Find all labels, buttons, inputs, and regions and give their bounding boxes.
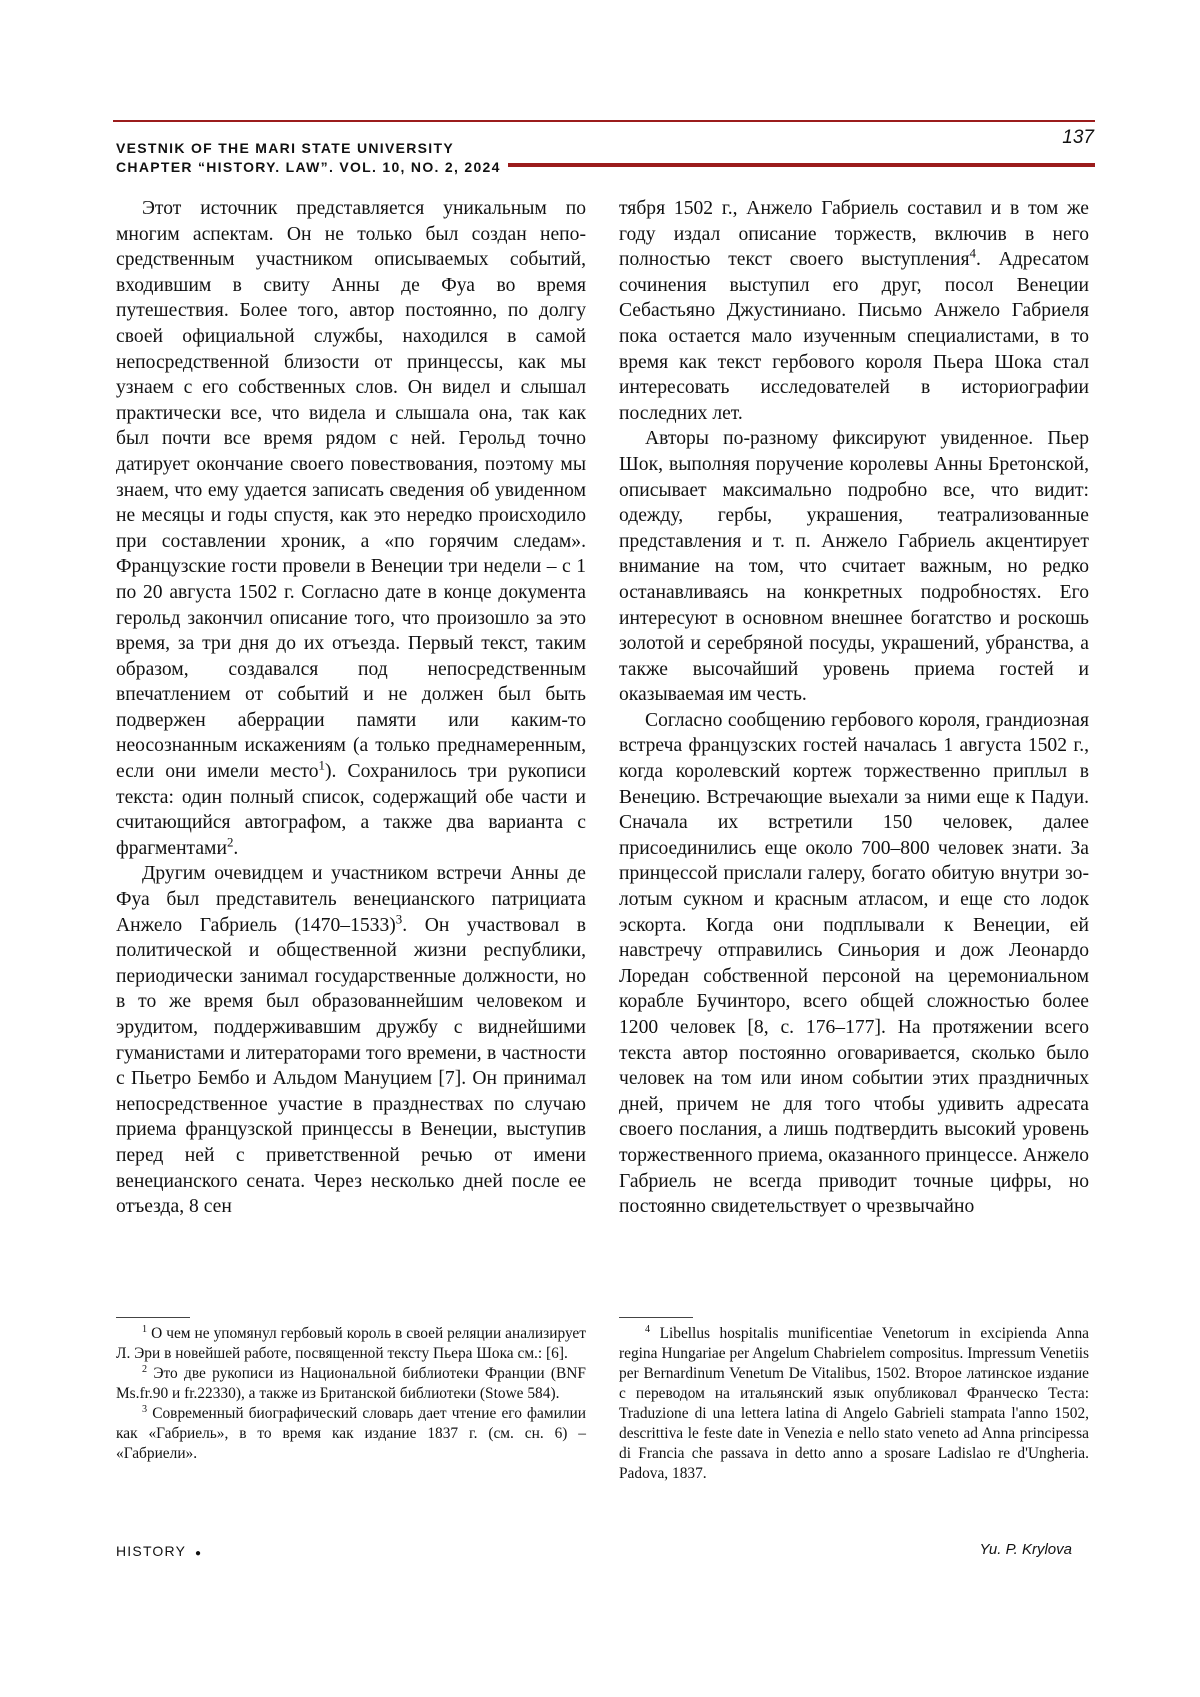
footnote: $^1$ О чем не упомянул гербовый король в своей реляции анализирует Л. Эри в новейшей работе, посвященной тексту Пьера Шока см.: [6]. — [116, 1323, 586, 1362]
paragraph: Согласно сообщению гербового короля, грандиозная встреча французских гостей началась 1 августа 1502 г., когда королевский кортеж торжественно приплыл в Венецию. Встречающие выехали за ними еще к Падуи. Сначала их встретили 150 человек, далее присоединились еще около 700–800 человек знати. За принцессой прислали галеру, богато обитую внутри золотым сукном и красным атласом, и еще сто лодок эскорта. Когда они подплывали к Венеции, ей навстречу отправились Синьория и дож Леонардо Лоредан собственной персоной на церемониальном корабле Бучинторо, всего общей сложностью более 1200 человек [8, с. 176–177]. На протяжении всего текста автор постоянно оговаривается, сколько было человек на том или ином событии этих праздничных дней, причем не для того чтобы удивить адресата своего послания, а лишь подтвердить высокий уровень торжественного приема, оказанного принцессе. Анжело Габриель не всегда приводит точные цифры, но постоянно свидетельствует о чрезвычайно — [619, 709, 1089, 1218]
paragraph: Другим очевидцем и участником встречи Анны де Фуа был представитель венецианского патрициата Анжело Габриель (1470–1533)$^3$. Он участвовал в политической и общественной жизни республики, периодически занимал государственные должности, но в то же время был образованнейшим человеком и эрудитом, поддерживавшим дружбу с виднейшими гуманистами и литераторами того времени, в частности с Пьетро Бембо и Альдом Мануцием [7]. Он принимал непосредственное участие в празднествах по случаю приема французской принцессы в Венеции, выступив перед ней с приветственной речью от имени венецианского сената. Через несколько дней после ее отъезда, 8 сен — [116, 863, 586, 1218]
footnote-ref[interactable]: 3 — [395, 911, 403, 927]
left-column — [116, 196, 586, 1220]
header-top-rule — [113, 120, 1095, 122]
footnote-number: 4 — [645, 1323, 651, 1335]
footnotes-right — [619, 1324, 1089, 1484]
paragraph: тября 1502 г., Анжело Габриель составил и в том же году издал описание торжеств, включив в него полностью текст своего выступления$^4$. Адресатом сочинения выступил его друг, посол Венеции Себастьяно Джустиниано. Письмо Анжело Габриеля пока остается мало изученным специалистами, в то время как текст гербового короля Пьера Шока стал интересовать исследователей в историографии последних лет. — [619, 198, 1090, 424]
footnote-ref[interactable]: 2 — [226, 834, 234, 850]
footnote-ref[interactable]: 4 — [969, 245, 976, 261]
footnote-number: 1 — [142, 1323, 148, 1335]
right-column — [619, 196, 1089, 1220]
footnote: $^2$ Это две рукописи из Национальной библиотеки Франции (BNF Ms.fr.90 и fr.22330), а также из Британской библиотеки (Stowe 584). — [116, 1363, 586, 1402]
header-rule — [508, 163, 1095, 167]
footer-author: Yu. P. Krylova — [979, 1541, 1072, 1558]
paragraph: Этот источник представляется уникальным по многим аспектам. Он не только был создан непосредственным участником описываемых событий, входившим в свиту Анны де Фуа во время путешествия. Более того, автор постоянно, по долгу своей официальной службы, находился в самой непосредственной близости от принцессы, как мы узнаем с его собственных слов. Он видел и слышал практически все, что видела и слышала она, так как был почти все время рядом с ней. Герольд точно датирует окончание своего повествования, поэтому мы знаем, что ему удается записать сведения об увиденном не месяцы и годы спустя, как это нередко происходило при составлении хроник, а «по горячим следам». Французские гости провели в Венеции три недели – с 1 по 20 августа 1502 г. Согласно дате в конце документа герольд закончил описание того, что произошло за это время, за три дня до их отъезда. Первый текст, таким образом, создавался под непосредственным впечатлением от событий и не должен был быть подвержен аберрации памяти или каким-то неосознанным искажениям (а только преднамеренным, если они имели место$^1$). Сохранилось три рукописи текста: один полный список, содержащий обе части и считающийся автографом, а также два варианта с фрагментами$^2$. — [116, 198, 586, 859]
journal-header — [116, 139, 676, 177]
paragraph: Авторы по-разному фиксируют увиденное. Пьер Шок, выполняя поручение королевы Анны Бретонской, описывает максимально подробно все, что видит: одежду, гербы, украшения, театрализованные представления и т. п. Анжело Габриель акцентирует внимание на том, что считает важным, но редко останавливаясь на конкретных подробностях. Его интересуют в основном внешнее богатство и роскошь золотой и серебряной посуды, украшений, убранства, а также высочайший уровень приема гостей и оказываемая им честь. — [619, 428, 1089, 706]
page-number: 137 — [1062, 127, 1094, 148]
footnote-number: 3 — [142, 1403, 148, 1415]
footnotes-left — [116, 1324, 586, 1464]
footer-section — [116, 1543, 202, 1559]
footnote-ref[interactable]: 1 — [318, 757, 325, 773]
bullet-icon: ● — [194, 1548, 203, 1559]
journal-issue: CHAPTER “HISTORY. LAW”. VOL. 10, NO. 2, 2024 — [116, 159, 501, 175]
footnote-number: 2 — [142, 1363, 148, 1375]
footnote: $^3$ Современный биографический словарь дает чтение его фамилии как «Габриель», в то время как издание 1837 г. (см. сн. 6) – «Габриели». — [116, 1403, 586, 1462]
footnote-separator — [116, 1317, 190, 1318]
footnote-separator — [619, 1317, 693, 1318]
footnote: $^4$ Libellus hospitalis munificentiae Venetorum in excipienda Anna regina Hungariae per Angelum Chabrielem compositus. Impressum Venetiis per Bernardinum Venetum De Vitalibus, 1502. Второе латинское издание с переводом на итальянский язык опубликовал Франческо Теста: Traduzione di una lettera latina di Angelo Gabrieli stampata l'anno 1502, descrittiva le feste date in Venezia e nello stato veneto ad Anna principessa di Francia che passava in detto anno a sposare Ladislao re d'Ungheria. Padova, 1837. — [619, 1323, 1089, 1482]
section-name: HISTORY — [116, 1543, 186, 1559]
journal-title: VESTNIK OF THE MARI STATE UNIVERSITY — [116, 140, 454, 156]
